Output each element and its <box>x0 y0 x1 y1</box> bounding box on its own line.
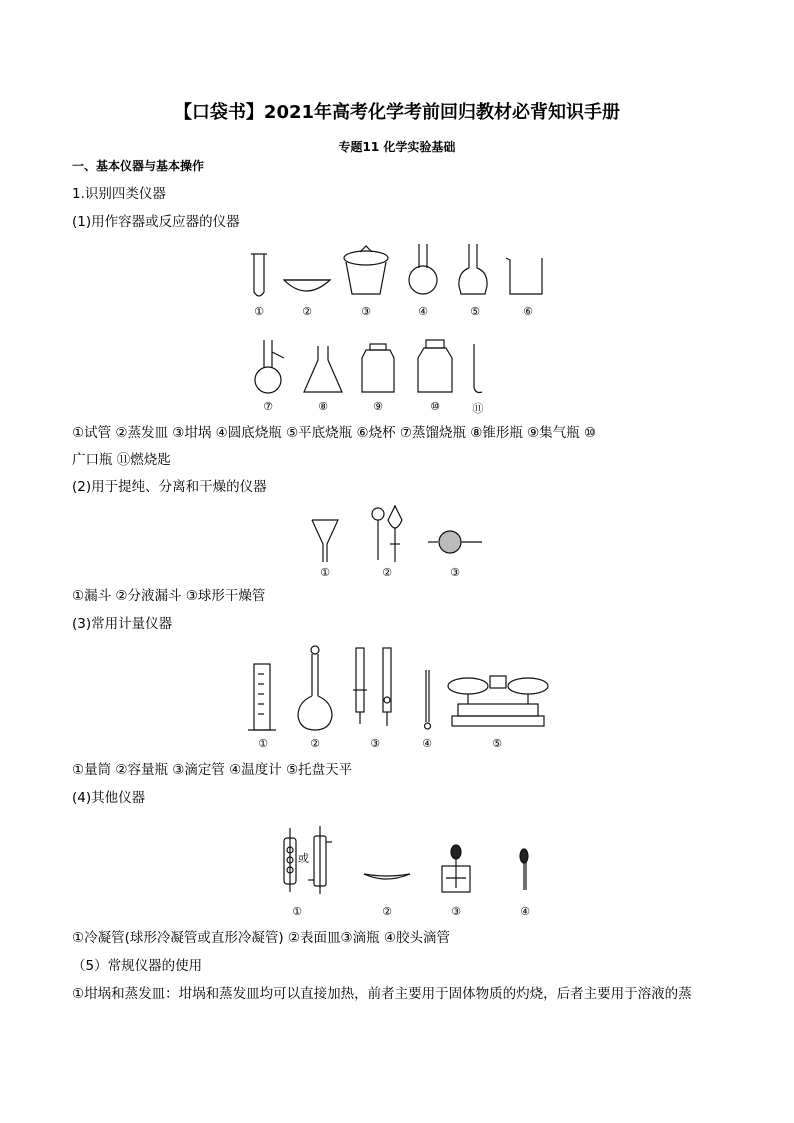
instrument-marker: ⑥ <box>523 305 533 318</box>
instrument-marker: ① <box>320 566 330 579</box>
gas-jar-icon <box>362 344 394 392</box>
drying-tube-icon <box>428 531 482 553</box>
distilling-flask-icon <box>255 340 284 393</box>
test-tube-icon <box>251 254 267 296</box>
instrument-marker: ⑨ <box>373 400 383 413</box>
instrument-marker: ④ <box>422 737 432 750</box>
or-label: 或 <box>298 852 309 865</box>
instrument-marker: ① <box>258 737 268 750</box>
instrument-marker: ② <box>382 566 392 579</box>
instrument-marker: ④ <box>520 905 530 918</box>
crucible-icon <box>344 246 388 294</box>
wide-mouth-bottle-icon <box>418 340 452 392</box>
group5-heading: （5）常规仪器的使用 <box>72 958 203 974</box>
instrument-marker: ⑦ <box>263 400 273 413</box>
instrument-marker: ② <box>382 905 392 918</box>
volumetric-flask-icon <box>298 646 332 730</box>
group2-heading: (2)用于提纯、分离和干燥的仪器 <box>72 479 267 495</box>
instrument-marker: ② <box>310 737 320 750</box>
section-heading: 一、基本仪器与基本操作 <box>72 159 205 173</box>
instrument-marker: ③ <box>451 905 461 918</box>
page-subtitle: 专题11 化学实验基础 <box>338 140 456 154</box>
group4-heading: (4)其他仪器 <box>72 790 146 806</box>
burette-icon <box>353 648 391 726</box>
instrument-marker: ⑤ <box>492 737 502 750</box>
group1-caption: ①试管 ②蒸发皿 ③坩埚 ④圆底烧瓶 ⑤平底烧瓶 ⑥烧杯 ⑦蒸馏烧瓶 ⑧锥形瓶 ⑨集气瓶 ⑩ <box>72 425 597 441</box>
page-title: 【口袋书】2021年高考化学考前回归教材必背知识手册 <box>173 102 621 123</box>
funnel-icon <box>312 520 338 562</box>
graduated-cylinder-icon <box>248 664 276 730</box>
group3-caption: ①量筒 ②容量瓶 ③滴定管 ④温度计 ⑤托盘天平 <box>72 762 353 778</box>
instrument-marker: ① <box>254 305 264 318</box>
combustion-spoon-icon <box>474 344 482 393</box>
instrument-marker: ③ <box>361 305 371 318</box>
balance-icon <box>448 676 548 726</box>
instrument-marker: ⑤ <box>470 305 480 318</box>
group1-heading: (1)用作容器或反应器的仪器 <box>72 214 240 230</box>
group2-caption: ①漏斗 ②分液漏斗 ③球形干燥管 <box>72 588 266 604</box>
instrument-marker: ⑪ <box>472 402 484 415</box>
group1-caption-continued: 广口瓶 ⑪燃烧匙 <box>72 452 171 468</box>
watch-glass-icon <box>364 874 410 879</box>
round-bottom-flask-icon <box>409 244 437 294</box>
instrument-marker: ③ <box>370 737 380 750</box>
thermometer-icon <box>425 670 431 729</box>
instrument-marker: ② <box>302 305 312 318</box>
beaker-icon <box>506 258 542 294</box>
instrument-marker: ① <box>292 905 302 918</box>
flat-bottom-flask-icon <box>459 244 487 294</box>
group3-heading: (3)常用计量仪器 <box>72 616 173 632</box>
evaporating-dish-icon <box>284 280 330 291</box>
instrument-marker: ④ <box>418 305 428 318</box>
instrument-marker: ⑧ <box>318 400 328 413</box>
group5-text: ①坩埚和蒸发皿：坩埚和蒸发皿均可以直接加热，前者主要用于固体物质的灼烧，后者主要用于溶液的蒸 <box>72 986 692 1002</box>
instrument-marker: ⑩ <box>430 400 440 413</box>
conical-flask-icon <box>304 346 342 392</box>
separatory-funnel-icon <box>372 506 402 562</box>
dropping-bottle-icon <box>442 845 470 892</box>
sub-heading: 1.识别四类仪器 <box>72 186 166 202</box>
group4-caption: ①冷凝管(球形冷凝管或直形冷凝管) ②表面皿③滴瓶 ④胶头滴管 <box>72 930 451 946</box>
instrument-marker: ③ <box>450 566 460 579</box>
dropper-icon <box>520 849 528 890</box>
